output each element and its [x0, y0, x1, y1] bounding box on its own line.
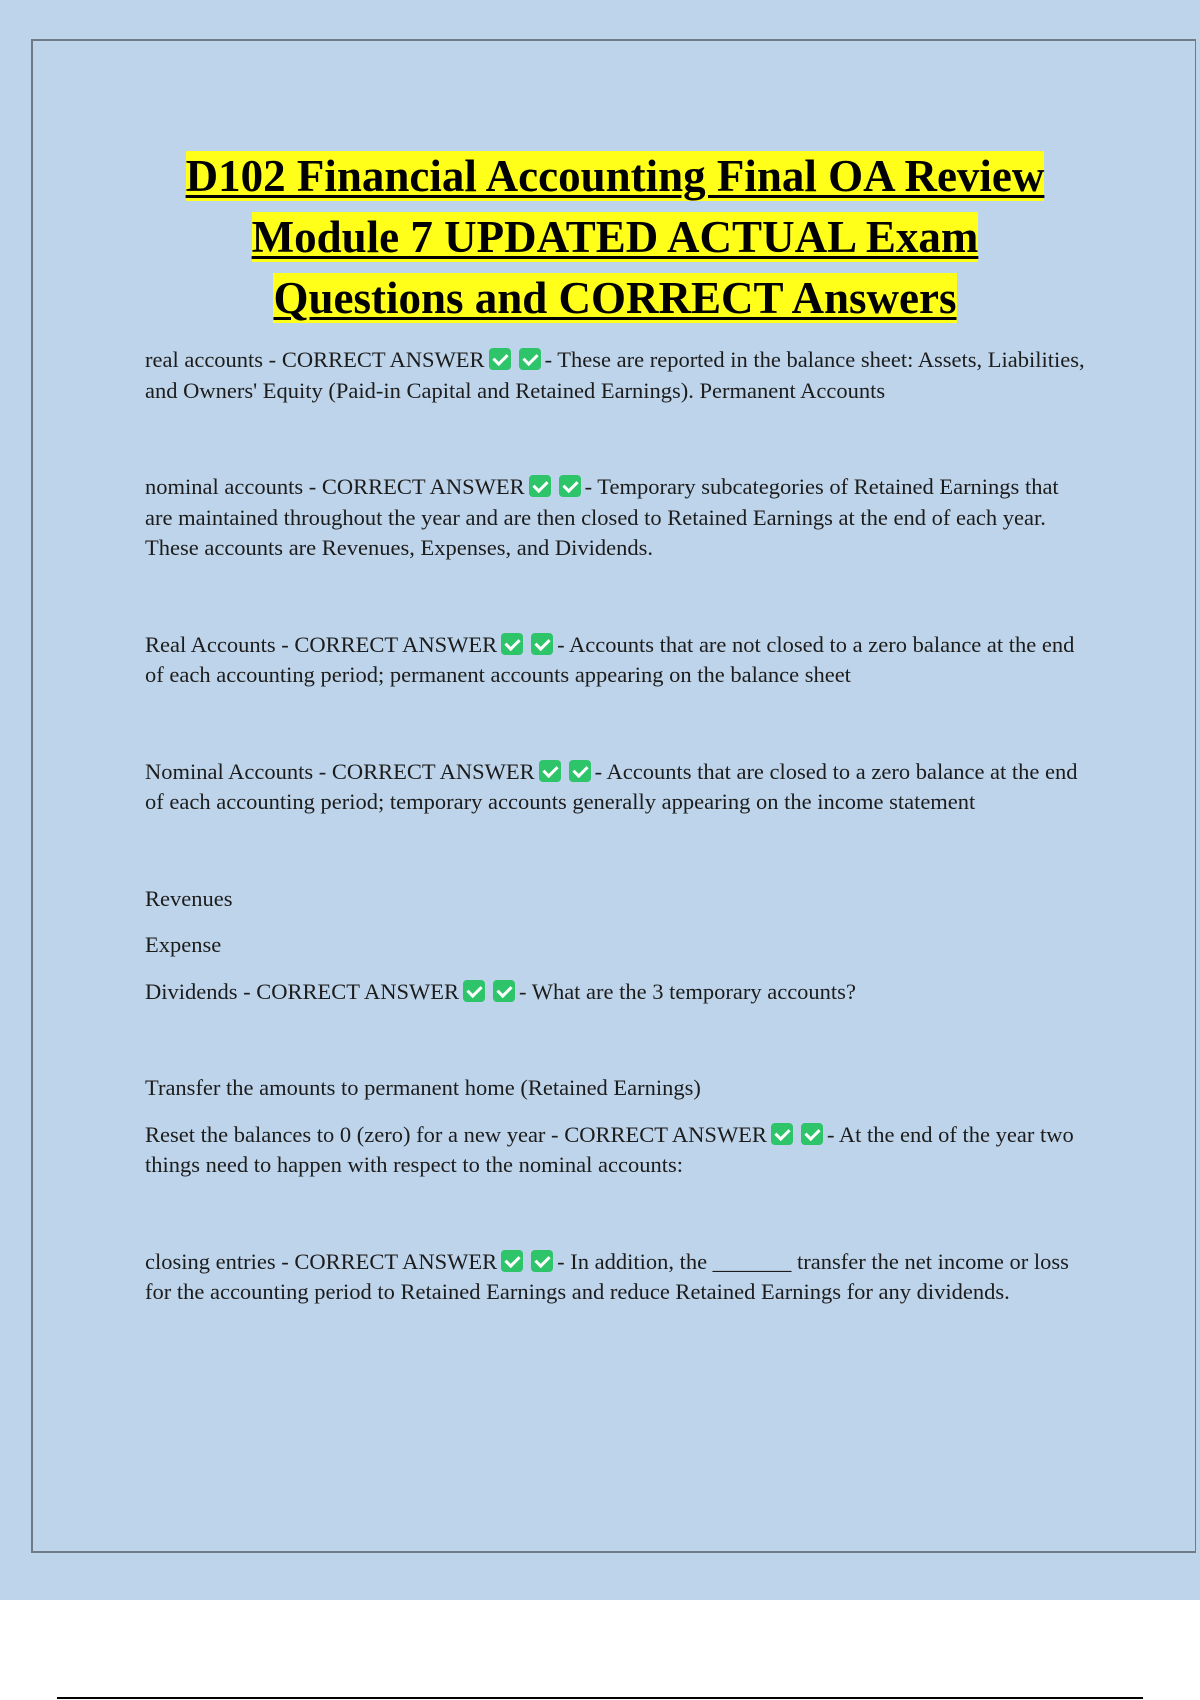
- correct-answer-label: CORRECT ANSWER: [321, 474, 525, 499]
- check-mark-icon: [519, 348, 541, 370]
- qa-entry: [145, 1247, 1085, 1308]
- answer-text: - These are reported in the balance sheet: Assets, Liabilities, and Owners' Equity (Paid-in Capital and Retained Earnings). Permanent Accounts: [145, 347, 1085, 403]
- check-mark-icon: [463, 980, 485, 1002]
- title-line-2: Module 7 UPDATED ACTUAL Exam: [251, 212, 979, 262]
- check-mark-icon: [531, 1250, 553, 1272]
- answer-text: - At the end of the year two things need to happen with respect to the nominal accounts:: [145, 1121, 1074, 1177]
- check-mark-icon: [559, 475, 581, 497]
- check-mark-icon: [569, 760, 591, 782]
- question-text: Nominal Accounts -: [145, 758, 332, 784]
- answer-text: - What are the 3 temporary accounts?: [519, 978, 856, 1004]
- check-mark-icon: [539, 760, 561, 782]
- check-mark-icon: [493, 980, 515, 1002]
- check-mark-icon: [501, 1250, 523, 1272]
- answer-text: - Accounts that are not closed to a zero balance at the end of each accounting period; permanent accounts appearing on the balance sheet: [145, 631, 1075, 687]
- qa-entry: [145, 757, 1085, 818]
- correct-answer-label: CORRECT ANSWER: [294, 631, 498, 657]
- answer-text: - Accounts that are closed to a zero balance at the end of each accounting period; temporary accounts generally appearing on the income statement: [145, 758, 1078, 814]
- check-mark-icon: [529, 475, 551, 497]
- answer-text: - Temporary subcategories of Retained Earnings that are maintained throughout the year and are then closed to Retained Earnings at the end of each year. These accounts are Revenues, Expenses, and Dividends.: [145, 474, 1059, 560]
- question-text: Reset the balances to 0 (zero) for a new year -: [145, 1121, 565, 1147]
- question-text: closing entries -: [145, 1248, 295, 1274]
- check-mark-icon: [801, 1123, 823, 1145]
- list-line: Transfer the amounts to permanent home (Retained Earnings): [145, 1075, 701, 1100]
- qa-entry: [145, 1120, 1085, 1181]
- check-mark-icon: [501, 633, 523, 655]
- answer-text: - In addition, the _______ transfer the net income or loss for the accounting period to Retained Earnings and reduce Retained Earnings for any dividends.: [145, 1248, 1069, 1304]
- qa-entry: [145, 977, 1085, 1008]
- list-line: Revenues: [145, 885, 233, 911]
- title-line-1: D102 Financial Accounting Final OA Review: [185, 151, 1045, 201]
- question-text: nominal accounts -: [145, 474, 322, 499]
- qa-entry: [145, 630, 1085, 691]
- qa-entry: [145, 472, 1085, 564]
- check-mark-icon: [531, 633, 553, 655]
- qa-entry: [145, 345, 1085, 406]
- question-text: real accounts -: [145, 347, 282, 372]
- footer-divider: [57, 1697, 1143, 1699]
- document-content: [145, 146, 1085, 1308]
- list-line: Expense: [145, 932, 222, 957]
- title-line-3: Questions and CORRECT Answers: [273, 273, 957, 323]
- correct-answer-label: CORRECT ANSWER: [281, 347, 485, 372]
- check-mark-icon: [771, 1123, 793, 1145]
- question-text: Dividends -: [145, 978, 257, 1004]
- correct-answer-label: CORRECT ANSWER: [564, 1121, 767, 1147]
- correct-answer-label: CORRECT ANSWER: [256, 978, 459, 1004]
- question-text: Real Accounts -: [145, 631, 295, 657]
- correct-answer-label: CORRECT ANSWER: [294, 1248, 498, 1274]
- correct-answer-label: CORRECT ANSWER: [331, 758, 535, 784]
- document-title: [145, 146, 1085, 329]
- check-mark-icon: [489, 348, 511, 370]
